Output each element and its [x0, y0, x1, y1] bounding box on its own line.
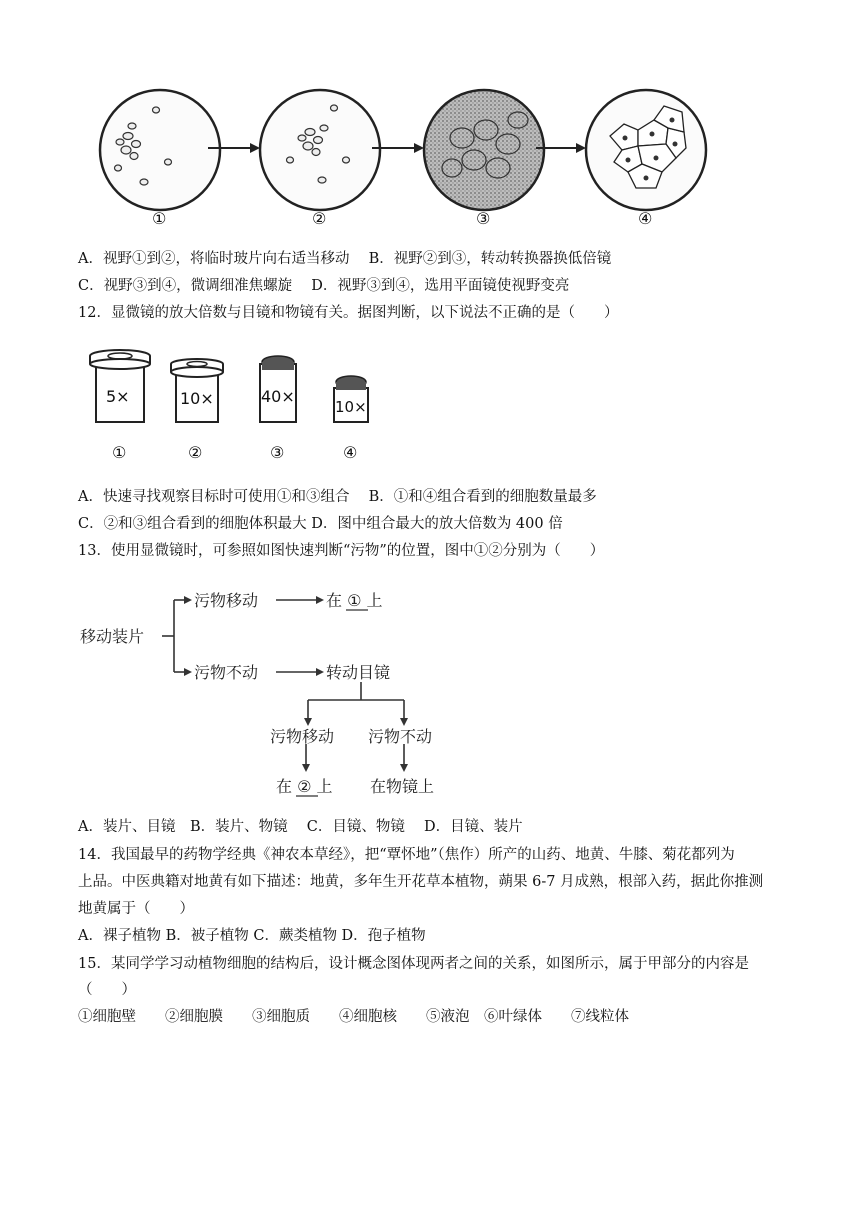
lens-4-label: ④ [343, 443, 358, 462]
lens-4 [334, 376, 368, 422]
view-4-label: ④ [638, 209, 653, 228]
q15-items: ①细胞壁 ②细胞膜 ③细胞质 ④细胞核 ⑤液泡 ⑥叶绿体 ⑦线粒体 [78, 1009, 629, 1025]
lens-1-mark: 5× [106, 387, 130, 406]
dirt-location-flowchart [78, 582, 478, 802]
lens-4-mark: 10× [335, 398, 367, 416]
microscope-views-figure [90, 88, 710, 238]
view-3-label: ③ [476, 209, 491, 228]
view-1-label: ① [152, 209, 167, 228]
lens-2 [171, 359, 223, 422]
q12-stem: 12．显微镜的放大倍数与目镜和物镜有关。据图判断，以下说法不正确的是（ ） [78, 305, 619, 321]
view-1 [100, 90, 220, 210]
q11-options-line-2: C．视野③到④，微调细准焦螺旋 D．视野③到④，选用平面镜使视野变亮 [78, 278, 570, 294]
flow-branch-still: 污物不动 [194, 663, 259, 682]
flow-branch-moving: 污物移动 [194, 591, 259, 610]
lens-3 [260, 356, 296, 422]
q15-line-2: （ ） [78, 982, 136, 998]
q14-line-3: 地黄属于（ ） [78, 901, 194, 917]
lens-1-label: ① [112, 443, 127, 462]
flow-leaf-moving: 污物移动 [270, 727, 335, 746]
q14-line-2: 上品。中医典籍对地黄有如下描述：地黄，多年生开花草本植物，蒴果 6-7 月成熟，根部入药，据此你推测 [78, 874, 764, 890]
q14-line-1: 14．我国最早的药物学经典《神农本草经》，把“覃怀地”（焦作）所产的山药、地黄、牛膝、菊花都列为 [78, 847, 735, 863]
q15-line-1: 15．某同学学习动植物细胞的结构后，设计概念图体现两者之间的关系，如图所示，属于甲部分的内容是 [78, 956, 749, 972]
view-4 [586, 90, 706, 210]
lens-1 [90, 350, 150, 422]
q14-options: A．裸子植物 B．被子植物 C．蕨类植物 D．孢子植物 [78, 928, 426, 944]
view-3 [424, 90, 544, 210]
flow-result-2: 在 ② 上 [276, 777, 333, 796]
flow-leaf-still: 污物不动 [368, 727, 433, 746]
q13-options: A．装片、目镜 B．装片、物镜 C．目镜、物镜 D．目镜、装片 [78, 819, 523, 835]
flow-result-1: 在 ① 上 [326, 591, 383, 610]
q11-options-line-1: A．视野①到②，将临时玻片向右适当移动 B．视野②到③，转动转换器换低倍镜 [78, 251, 612, 267]
view-2 [260, 90, 380, 210]
lens-3-mark: 40× [261, 387, 295, 406]
flow-rotate-eyepiece: 转动目镜 [326, 663, 391, 682]
flow-root: 移动装片 [80, 627, 145, 646]
lens-2-mark: 10× [180, 389, 214, 408]
lens-2-label: ② [188, 443, 203, 462]
lenses-figure [84, 344, 394, 470]
q13-stem: 13．使用显微镜时，可参照如图快速判断“污物”的位置，图中①②分别为（ ） [78, 543, 605, 559]
view-2-label: ② [312, 209, 327, 228]
q12-options-line-1: A．快速寻找观察目标时可使用①和③组合 B．①和④组合看到的细胞数量最多 [78, 489, 597, 505]
q12-options-line-2: C．②和③组合看到的细胞体积最大 D．图中组合最大的放大倍数为 400 倍 [78, 516, 563, 532]
flow-result-objective: 在物镜上 [370, 777, 435, 796]
lens-3-label: ③ [270, 443, 285, 462]
